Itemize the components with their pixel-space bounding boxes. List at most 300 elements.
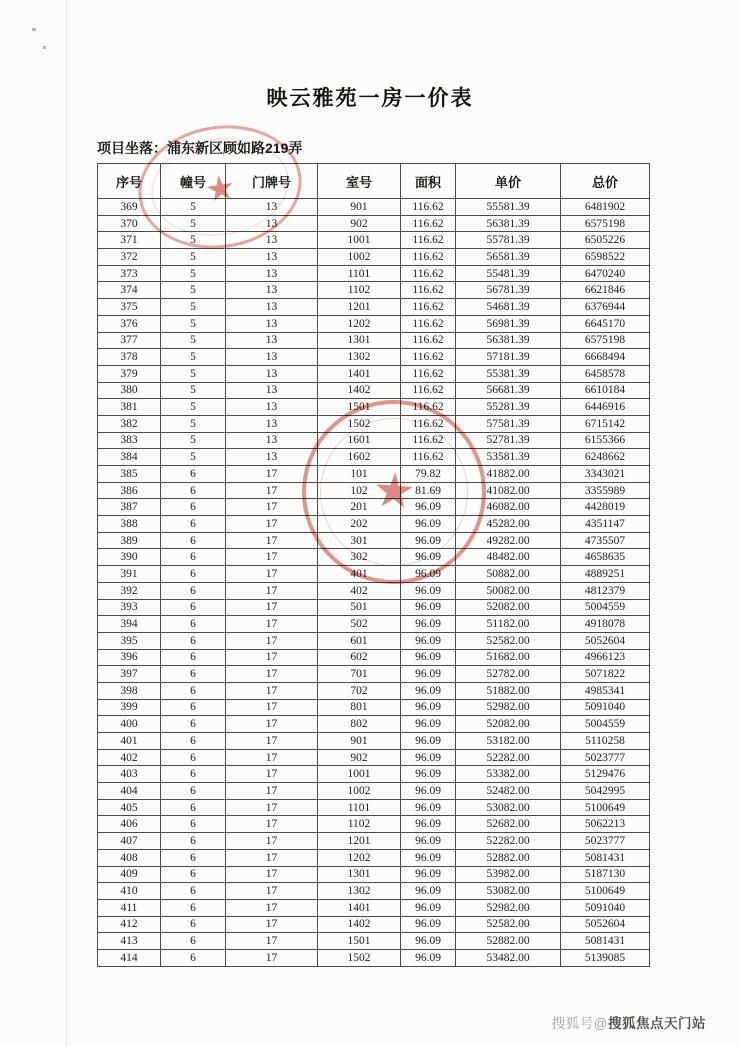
table-cell: 1402 [318,916,401,933]
table-cell: 52482.00 [456,783,561,800]
table-cell: 116.62 [401,199,456,216]
table-cell: 5 [161,449,226,466]
table-cell: 4658635 [561,549,650,566]
table-cell: 6645170 [561,315,650,332]
table-cell: 4351147 [561,516,650,533]
table-cell: 17 [226,699,318,716]
table-cell: 116.62 [401,215,456,232]
table-row [98,899,650,916]
table-cell: 1101 [318,265,401,282]
table-cell: 96.09 [401,649,456,666]
table-cell: 52982.00 [456,899,561,916]
project-location: 项目坐落：浦东新区顾如路219弄 [97,140,303,156]
table-cell: 406 [98,816,161,833]
table-cell: 53382.00 [456,766,561,783]
table-cell: 96.09 [401,749,456,766]
table-cell: 5100649 [561,799,650,816]
table-cell: 1201 [318,299,401,316]
table-cell: 17 [226,883,318,900]
table-row [98,482,650,499]
table-cell: 96.09 [401,766,456,783]
table-row [98,349,650,366]
table-cell: 17 [226,516,318,533]
table-cell: 102 [318,482,401,499]
table-cell: 53482.00 [456,949,561,966]
seal-star-icon: ★ [370,463,418,520]
table-cell: 6 [161,666,226,683]
table-cell: 96.09 [401,599,456,616]
table-cell: 96.09 [401,799,456,816]
table-cell: 1502 [318,415,401,432]
table-cell: 96.09 [401,866,456,883]
column-header: 面积 [401,164,456,199]
table-cell: 5 [161,249,226,266]
table-cell: 1202 [318,849,401,866]
column-header: 总价 [561,164,650,199]
table-cell: 96.09 [401,682,456,699]
table-cell: 502 [318,616,401,633]
table-row [98,199,650,216]
table-cell: 52582.00 [456,916,561,933]
table-cell: 411 [98,899,161,916]
table-cell: 17 [226,632,318,649]
table-cell: 54681.39 [456,299,561,316]
table-cell: 41082.00 [456,482,561,499]
table-cell: 6 [161,749,226,766]
table-cell: 4966123 [561,649,650,666]
table-cell: 1002 [318,783,401,800]
table-cell: 5 [161,382,226,399]
table-cell: 1602 [318,449,401,466]
table-cell: 5023777 [561,833,650,850]
table-cell: 410 [98,883,161,900]
table-cell: 17 [226,733,318,750]
table-cell: 6505226 [561,232,650,249]
table-cell: 6 [161,899,226,916]
table-cell: 391 [98,566,161,583]
table-cell: 1002 [318,249,401,266]
table-cell: 116.62 [401,315,456,332]
scan-artifact-dot [32,28,36,31]
table-cell: 52782.00 [456,666,561,683]
table-cell: 56781.39 [456,282,561,299]
table-cell: 96.09 [401,582,456,599]
table-cell: 3343021 [561,466,650,483]
table-cell: 53581.39 [456,449,561,466]
table-cell: 1502 [318,949,401,966]
table-cell: 6 [161,482,226,499]
table-cell: 116.62 [401,282,456,299]
header-row [98,164,650,199]
table-cell: 55281.39 [456,399,561,416]
table-row [98,666,650,683]
table-cell: 501 [318,599,401,616]
table-cell: 398 [98,682,161,699]
table-cell: 5 [161,215,226,232]
table-cell: 45282.00 [456,516,561,533]
table-cell: 5 [161,349,226,366]
table-row [98,466,650,483]
table-cell: 52882.00 [456,849,561,866]
table-cell: 17 [226,582,318,599]
table-cell: 6 [161,649,226,666]
table-cell: 4428019 [561,499,650,516]
table-cell: 52682.00 [456,816,561,833]
table-cell: 4812379 [561,582,650,599]
table-cell: 6 [161,766,226,783]
table-row [98,833,650,850]
table-row [98,516,650,533]
table-cell: 5052604 [561,632,650,649]
table-cell: 6 [161,516,226,533]
table-cell: 48482.00 [456,549,561,566]
table-cell: 17 [226,866,318,883]
table-cell: 17 [226,666,318,683]
table-cell: 385 [98,466,161,483]
table-cell: 116.62 [401,365,456,382]
table-cell: 902 [318,215,401,232]
watermark-prefix: 搜狐号@ [551,1016,608,1031]
table-cell: 96.09 [401,666,456,683]
table-cell: 6 [161,933,226,950]
table-row [98,949,650,966]
table-cell: 116.62 [401,399,456,416]
table-cell: 52082.00 [456,599,561,616]
table-cell: 17 [226,933,318,950]
table-cell: 802 [318,716,401,733]
table-cell: 17 [226,916,318,933]
table-cell: 96.09 [401,883,456,900]
table-cell: 96.09 [401,532,456,549]
table-cell: 413 [98,933,161,950]
table-row [98,733,650,750]
table-cell: 116.62 [401,332,456,349]
table-cell: 6155366 [561,432,650,449]
table-cell: 116.62 [401,349,456,366]
table-cell: 13 [226,449,318,466]
table-cell: 56681.39 [456,382,561,399]
table-cell: 369 [98,199,161,216]
table-cell: 56381.39 [456,215,561,232]
table-cell: 96.09 [401,733,456,750]
table-body [98,199,650,967]
table-cell: 6 [161,816,226,833]
table-cell: 5110258 [561,733,650,750]
table-cell: 116.62 [401,449,456,466]
table-cell: 6 [161,733,226,750]
table-cell: 17 [226,899,318,916]
table-cell: 6575198 [561,332,650,349]
table-cell: 57581.39 [456,415,561,432]
table-cell: 377 [98,332,161,349]
table-cell: 13 [226,199,318,216]
table-row [98,766,650,783]
table-cell: 52082.00 [456,716,561,733]
table-cell: 17 [226,566,318,583]
table-row [98,866,650,883]
column-header: 室号 [318,164,401,199]
table-cell: 116.62 [401,265,456,282]
table-cell: 96.09 [401,616,456,633]
table-cell: 57181.39 [456,349,561,366]
table-cell: 384 [98,449,161,466]
table-cell: 17 [226,716,318,733]
table-cell: 51682.00 [456,649,561,666]
table-cell: 13 [226,415,318,432]
table-cell: 79.82 [401,466,456,483]
table-cell: 397 [98,666,161,683]
table-row [98,315,650,332]
table-cell: 49282.00 [456,532,561,549]
seal-star-icon: ★ [202,167,239,211]
table-cell: 392 [98,582,161,599]
price-table [97,163,650,967]
table-cell: 5081431 [561,849,650,866]
table-cell: 52781.39 [456,432,561,449]
table-cell: 6 [161,916,226,933]
table-cell: 96.09 [401,699,456,716]
table-cell: 1401 [318,899,401,916]
table-cell: 52282.00 [456,749,561,766]
table-cell: 1001 [318,232,401,249]
table-cell: 394 [98,616,161,633]
table-cell: 56581.39 [456,249,561,266]
column-header: 门牌号 [226,164,318,199]
table-cell: 901 [318,733,401,750]
table-cell: 701 [318,666,401,683]
page-title: 映云雅苑一房一价表 [266,87,474,110]
table-cell: 17 [226,482,318,499]
table-cell: 403 [98,766,161,783]
table-cell: 13 [226,282,318,299]
table-cell: 6 [161,849,226,866]
table-cell: 96.09 [401,566,456,583]
table-cell: 5 [161,399,226,416]
table-cell: 17 [226,766,318,783]
table-row [98,682,650,699]
table-cell: 383 [98,432,161,449]
table-cell: 6 [161,532,226,549]
table-cell: 17 [226,799,318,816]
table-cell: 6 [161,616,226,633]
table-cell: 1301 [318,866,401,883]
table-cell: 301 [318,532,401,549]
table-row [98,332,650,349]
column-header: 单价 [456,164,561,199]
table-cell: 375 [98,299,161,316]
table-cell: 5042995 [561,783,650,800]
table-cell: 17 [226,783,318,800]
table-cell: 371 [98,232,161,249]
table-cell: 4735507 [561,532,650,549]
table-cell: 5 [161,365,226,382]
table-cell: 5 [161,432,226,449]
table-cell: 52282.00 [456,833,561,850]
table-cell: 17 [226,833,318,850]
table-cell: 390 [98,549,161,566]
table-row [98,215,650,232]
table-cell: 602 [318,649,401,666]
table-cell: 53182.00 [456,733,561,750]
table-cell: 13 [226,215,318,232]
table-cell: 55481.39 [456,265,561,282]
table-cell: 6376944 [561,299,650,316]
table-row [98,499,650,516]
table-cell: 399 [98,699,161,716]
table-cell: 6 [161,566,226,583]
table-cell: 412 [98,916,161,933]
table-row [98,649,650,666]
table-cell: 401 [318,566,401,583]
table-row [98,599,650,616]
table-cell: 405 [98,799,161,816]
table-cell: 96.09 [401,833,456,850]
table-cell: 408 [98,849,161,866]
table-cell: 13 [226,315,318,332]
table-cell: 6 [161,866,226,883]
table-cell: 6 [161,799,226,816]
watermark-name: 搜狐焦点天门站 [608,1016,706,1031]
table-cell: 96.09 [401,849,456,866]
table-cell: 50882.00 [456,566,561,583]
table-cell: 41882.00 [456,466,561,483]
table-cell: 902 [318,749,401,766]
table-cell: 393 [98,599,161,616]
table-cell: 6 [161,466,226,483]
table-cell: 53082.00 [456,883,561,900]
table-cell: 5 [161,299,226,316]
table-cell: 5023777 [561,749,650,766]
table-cell: 81.69 [401,482,456,499]
table-cell: 5062213 [561,816,650,833]
table-cell: 5 [161,282,226,299]
table-row [98,799,650,816]
table-cell: 389 [98,532,161,549]
table-row [98,916,650,933]
column-header: 幢号 [161,164,226,199]
table-cell: 51882.00 [456,682,561,699]
table-cell: 1201 [318,833,401,850]
table-cell: 55381.39 [456,365,561,382]
table-cell: 5004559 [561,716,650,733]
table-cell: 370 [98,215,161,232]
table-cell: 46082.00 [456,499,561,516]
table-row [98,783,650,800]
table-row [98,299,650,316]
table-cell: 53982.00 [456,866,561,883]
table-cell: 1501 [318,933,401,950]
table-cell: 6 [161,699,226,716]
table-cell: 414 [98,949,161,966]
table-cell: 6610184 [561,382,650,399]
table-row [98,582,650,599]
table-cell: 96.09 [401,916,456,933]
table-cell: 13 [226,232,318,249]
table-cell: 6 [161,949,226,966]
table-cell: 374 [98,282,161,299]
table-row [98,716,650,733]
table-cell: 96.09 [401,632,456,649]
table-cell: 1102 [318,816,401,833]
table-row [98,699,650,716]
table-cell: 96.09 [401,933,456,950]
table-row [98,549,650,566]
scan-artifact-dot [43,46,46,49]
table-cell: 6446916 [561,399,650,416]
table-row [98,632,650,649]
table-cell: 56381.39 [456,332,561,349]
table-cell: 1001 [318,766,401,783]
table-row [98,399,650,416]
table-cell: 202 [318,516,401,533]
table-cell: 6 [161,549,226,566]
table-header [98,164,650,199]
table-cell: 6598522 [561,249,650,266]
table-cell: 302 [318,549,401,566]
table-row [98,883,650,900]
table-row [98,232,650,249]
table-cell: 96.09 [401,783,456,800]
table-cell: 5052604 [561,916,650,933]
table-cell: 116.62 [401,415,456,432]
table-cell: 6575198 [561,215,650,232]
table-cell: 5 [161,265,226,282]
table-cell: 381 [98,399,161,416]
scan-artifact-line [66,0,67,1046]
table-cell: 5004559 [561,599,650,616]
table-row [98,849,650,866]
table-cell: 5187130 [561,866,650,883]
table-cell: 3355989 [561,482,650,499]
table-cell: 6 [161,499,226,516]
table-cell: 4918078 [561,616,650,633]
table-cell: 5139085 [561,949,650,966]
table-cell: 1301 [318,332,401,349]
table-cell: 13 [226,432,318,449]
table-cell: 5 [161,415,226,432]
table-cell: 96.09 [401,516,456,533]
table-cell: 5091040 [561,699,650,716]
table-cell: 116.62 [401,232,456,249]
table-cell: 396 [98,649,161,666]
table-cell: 6470240 [561,265,650,282]
table-cell: 17 [226,466,318,483]
table-cell: 5 [161,332,226,349]
table-cell: 6 [161,632,226,649]
table-cell: 17 [226,649,318,666]
table-cell: 116.62 [401,382,456,399]
table-cell: 388 [98,516,161,533]
table-cell: 4985341 [561,682,650,699]
table-cell: 5 [161,315,226,332]
table-row [98,449,650,466]
table-cell: 1302 [318,349,401,366]
table-cell: 801 [318,699,401,716]
table-cell: 13 [226,382,318,399]
table-cell: 5071822 [561,666,650,683]
table-cell: 52882.00 [456,933,561,950]
table-cell: 378 [98,349,161,366]
table-row [98,616,650,633]
table-cell: 13 [226,349,318,366]
table-cell: 1402 [318,382,401,399]
table-cell: 116.62 [401,299,456,316]
column-header: 序号 [98,164,161,199]
table-cell: 13 [226,299,318,316]
table-cell: 6668494 [561,349,650,366]
table-cell: 116.62 [401,432,456,449]
table-cell: 17 [226,749,318,766]
